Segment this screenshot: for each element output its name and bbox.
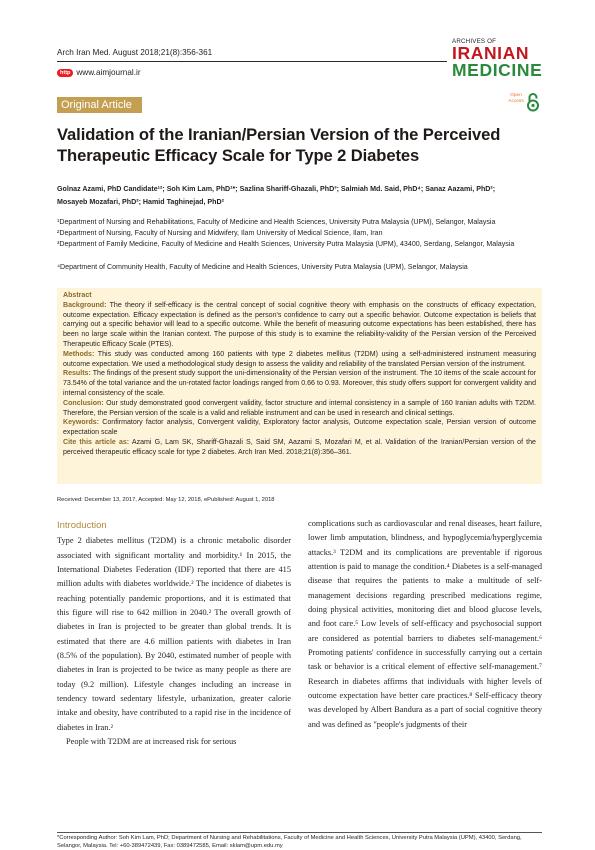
body-paragraph: People with T2DM are at increased risk for serious	[66, 737, 237, 747]
affiliation-4: ⁴Department of Community Health, Faculty of Medicine and Health Sciences, University Putra Malaysia (UPM), Selangor, Malaysia	[57, 263, 468, 271]
abstract-keywords	[63, 418, 536, 438]
affiliation-1: ¹Department of Nursing and Rehabilitations, Faculty of Medicine and Health Sciences, University Putra Malaysia (UPM), Selangor, Malaysia	[57, 218, 496, 226]
results-label: Results:	[63, 370, 91, 378]
http-icon: http	[57, 69, 73, 77]
abstract-conclusion	[63, 399, 536, 419]
authors-line-1: Golnaz Azami, PhD Candidate¹²; Soh Kim Lam, PhD¹*; Sazlina Shariff-Ghazali, PhD³; Salmiah Md. Said, PhD⁴; Sanaz Aazami, PhD²;	[57, 185, 496, 193]
affiliation-2: ²Department of Nursing, Faculty of Nursing and Midwifery, Ilam University of Medical Science, Ilam, Iran	[57, 229, 383, 237]
open-access-label	[506, 93, 526, 104]
abstract-box	[57, 288, 542, 484]
website-link[interactable]: www.aimjournal.ir	[76, 68, 141, 77]
footnote-rule	[57, 832, 542, 833]
open-access-line2: Access	[508, 98, 524, 104]
methods-label: Methods:	[63, 350, 95, 358]
keywords-text: Confirmatory factor analysis, Convergent validity, Exploratory factor analysis, Outcome expectation scale, Persian version of outcome expectation scale	[63, 419, 536, 437]
abstract-cite	[63, 438, 536, 458]
article-type-badge: Original Article	[57, 97, 142, 113]
author-list	[57, 183, 542, 208]
abstract-heading: Abstract	[63, 292, 92, 299]
background-label: Background:	[63, 301, 107, 309]
cite-text: Azami G, Lam SK, Shariff-Ghazali S, Said SM, Aazami S, Mozafari M, et al. Validation of the Iranian/Persian version of the perceived therapeutic efficacy scale for type 2 diabetes. Arch Iran Med. 2018;21(8):356–361.	[63, 438, 536, 456]
abstract-methods	[63, 350, 536, 370]
abstract-background	[63, 301, 536, 350]
body-paragraph: Type 2 diabetes mellitus (T2DM) is a chronic metabolic disorder associated with significant mortality and morbidity.¹ In 2015, the International Diabetes Federation (IDF) reported that there are 415 million adults with diabetes worldwide.² The incidence of diabetes is reaching potentially pandemic proportions, and it is estimated that this figure will rise to 642 million in 2040.² The overall growth of diabetes in Iran is projected to be greater than global trends. It is estimated that there are 4.6 million patients with diabetes in Iran (8.5% of the population). By 2040, estimated number of people with diabetes in Iran is projected to be twice as many people as there are today (9.2 million). Lifestyle changes including an increase in tendency toward sedentary lifestyle, urbanization, greater calorie intake and obesity, have contributed to a rapid rise in the incidence of diabetes in Iran.²	[57, 536, 291, 732]
website-row	[57, 68, 141, 77]
logo-medicine: MEDICINE	[452, 60, 543, 80]
body-column-right	[308, 517, 542, 732]
publication-dates: Received: December 13, 2017, Accepted: May 12, 2018, ePublished: August 1, 2018	[57, 497, 275, 503]
conclusion-text: Our study demonstrated good convergent validity, factor structure and internal consistency in a sample of 160 Iranian adults with T2DM. Therefore, the Persian version of the scale is a valid and reliable instrument and can be used in research and clinical settings.	[63, 399, 536, 417]
journal-citation: Arch Iran Med. August 2018;21(8):356-361	[57, 48, 213, 57]
logo-iranian: IRANIAN	[452, 43, 530, 63]
affiliation-3: ³Department of Family Medicine, Faculty of Medicine and Health Sciences, University Putra Malaysia (UPM), 43400, Serdang, Selangor, Malaysia	[57, 240, 515, 248]
keywords-label: Keywords:	[63, 419, 100, 427]
article-title: Validation of the Iranian/Persian Version of the Perceived Therapeutic Efficacy Scale for Type 2 Diabetes	[57, 125, 501, 165]
background-text: The theory if self-efficacy is the central concept of social cognitive theory with emphasis on the constructs of efficacy expectation, outcome expectation. Efficacy expectation is defined as the person's confidence to carry out a specific behavior. Outcome expectation is beliefs that carrying out a specific behavior will lead to a specific outcome. While the benefit of measuring outcome expectations has been established, there has been no large scale within the Iranian context. The purpose of this study is to examine the reliability-validity of the Persian version of the Perceived Therapeutic Efficacy Scale (PTES).	[63, 301, 536, 348]
methods-text: This study was conducted among 160 patients with type 2 diabetes mellitus (T2DM) using a self-administered instrument measuring outcome expectation. We used a methodological study design to assess the validity and reliability of the translated Persian version of the instrument.	[63, 350, 536, 368]
section-heading-introduction: Introduction	[57, 520, 107, 531]
body-column-left	[57, 519, 291, 750]
results-text: The findings of the present study support the uni-dimensionality of the Persian version of the instrument. The 10 items of the scale account for 73.54% of the total variance and the un-rotated factor loadings ranged from 0.66 to 0.93. Moreover, this study offers support for convergent validity and internal consistency of the scale.	[63, 370, 536, 397]
open-access-line1: Open	[510, 93, 522, 98]
body-paragraph: complications such as cardiovascular and renal diseases, heart failure, lower limb amputation, blindness, and hypoglycemia/hyperglycemia attacks.³ T2DM and its complications are preventable if rigorous attention is paid to manage the condition.⁴ Diabetes is a self-managed disease that requires the patients to make a multitude of self-management decisions regarding prescribed medications regime, doing physical activities, monitoring diet and blood glucose levels, and foot care.⁵ Low levels of self-efficacy and psychosocial support are considered as potential barriers to diabetes self-management.⁶ Promoting patients' confidence in successfully carrying out a certain task or behavior is a critical element of effective self-management.⁷ Research in diabetes affirms that individuals with higher levels of outcome expectation have better care practices.⁸ Self-efficacy theory was developed by Albert Bandura as a part of social cognitive theory and was defined as "people's judgments of their	[308, 519, 542, 729]
logo-archives-of: ARCHIVES OF	[452, 38, 497, 45]
open-access-lock-icon	[526, 92, 540, 112]
abstract-results	[63, 369, 536, 398]
corresponding-author-footnote: *Corresponding Author: Soh Kim Lam, PhD; Department of Nursing and Rehabilitations, Faculty of Medicine and Health Sciences, University Putra Malaysia (UPM), 43400, Serdang, Selangor, Malaysia. Tel: +60-389472439, Fax: 0389472585, Email: sklam@upm.edu.my	[57, 835, 522, 849]
authors-line-2: Mosayeb Mozafari, PhD²; Hamid Taghinejad, PhD²	[57, 197, 224, 206]
conclusion-label: Conclusion:	[63, 399, 104, 407]
cite-label: Cite this article as:	[63, 438, 130, 446]
header-rule	[57, 61, 447, 62]
